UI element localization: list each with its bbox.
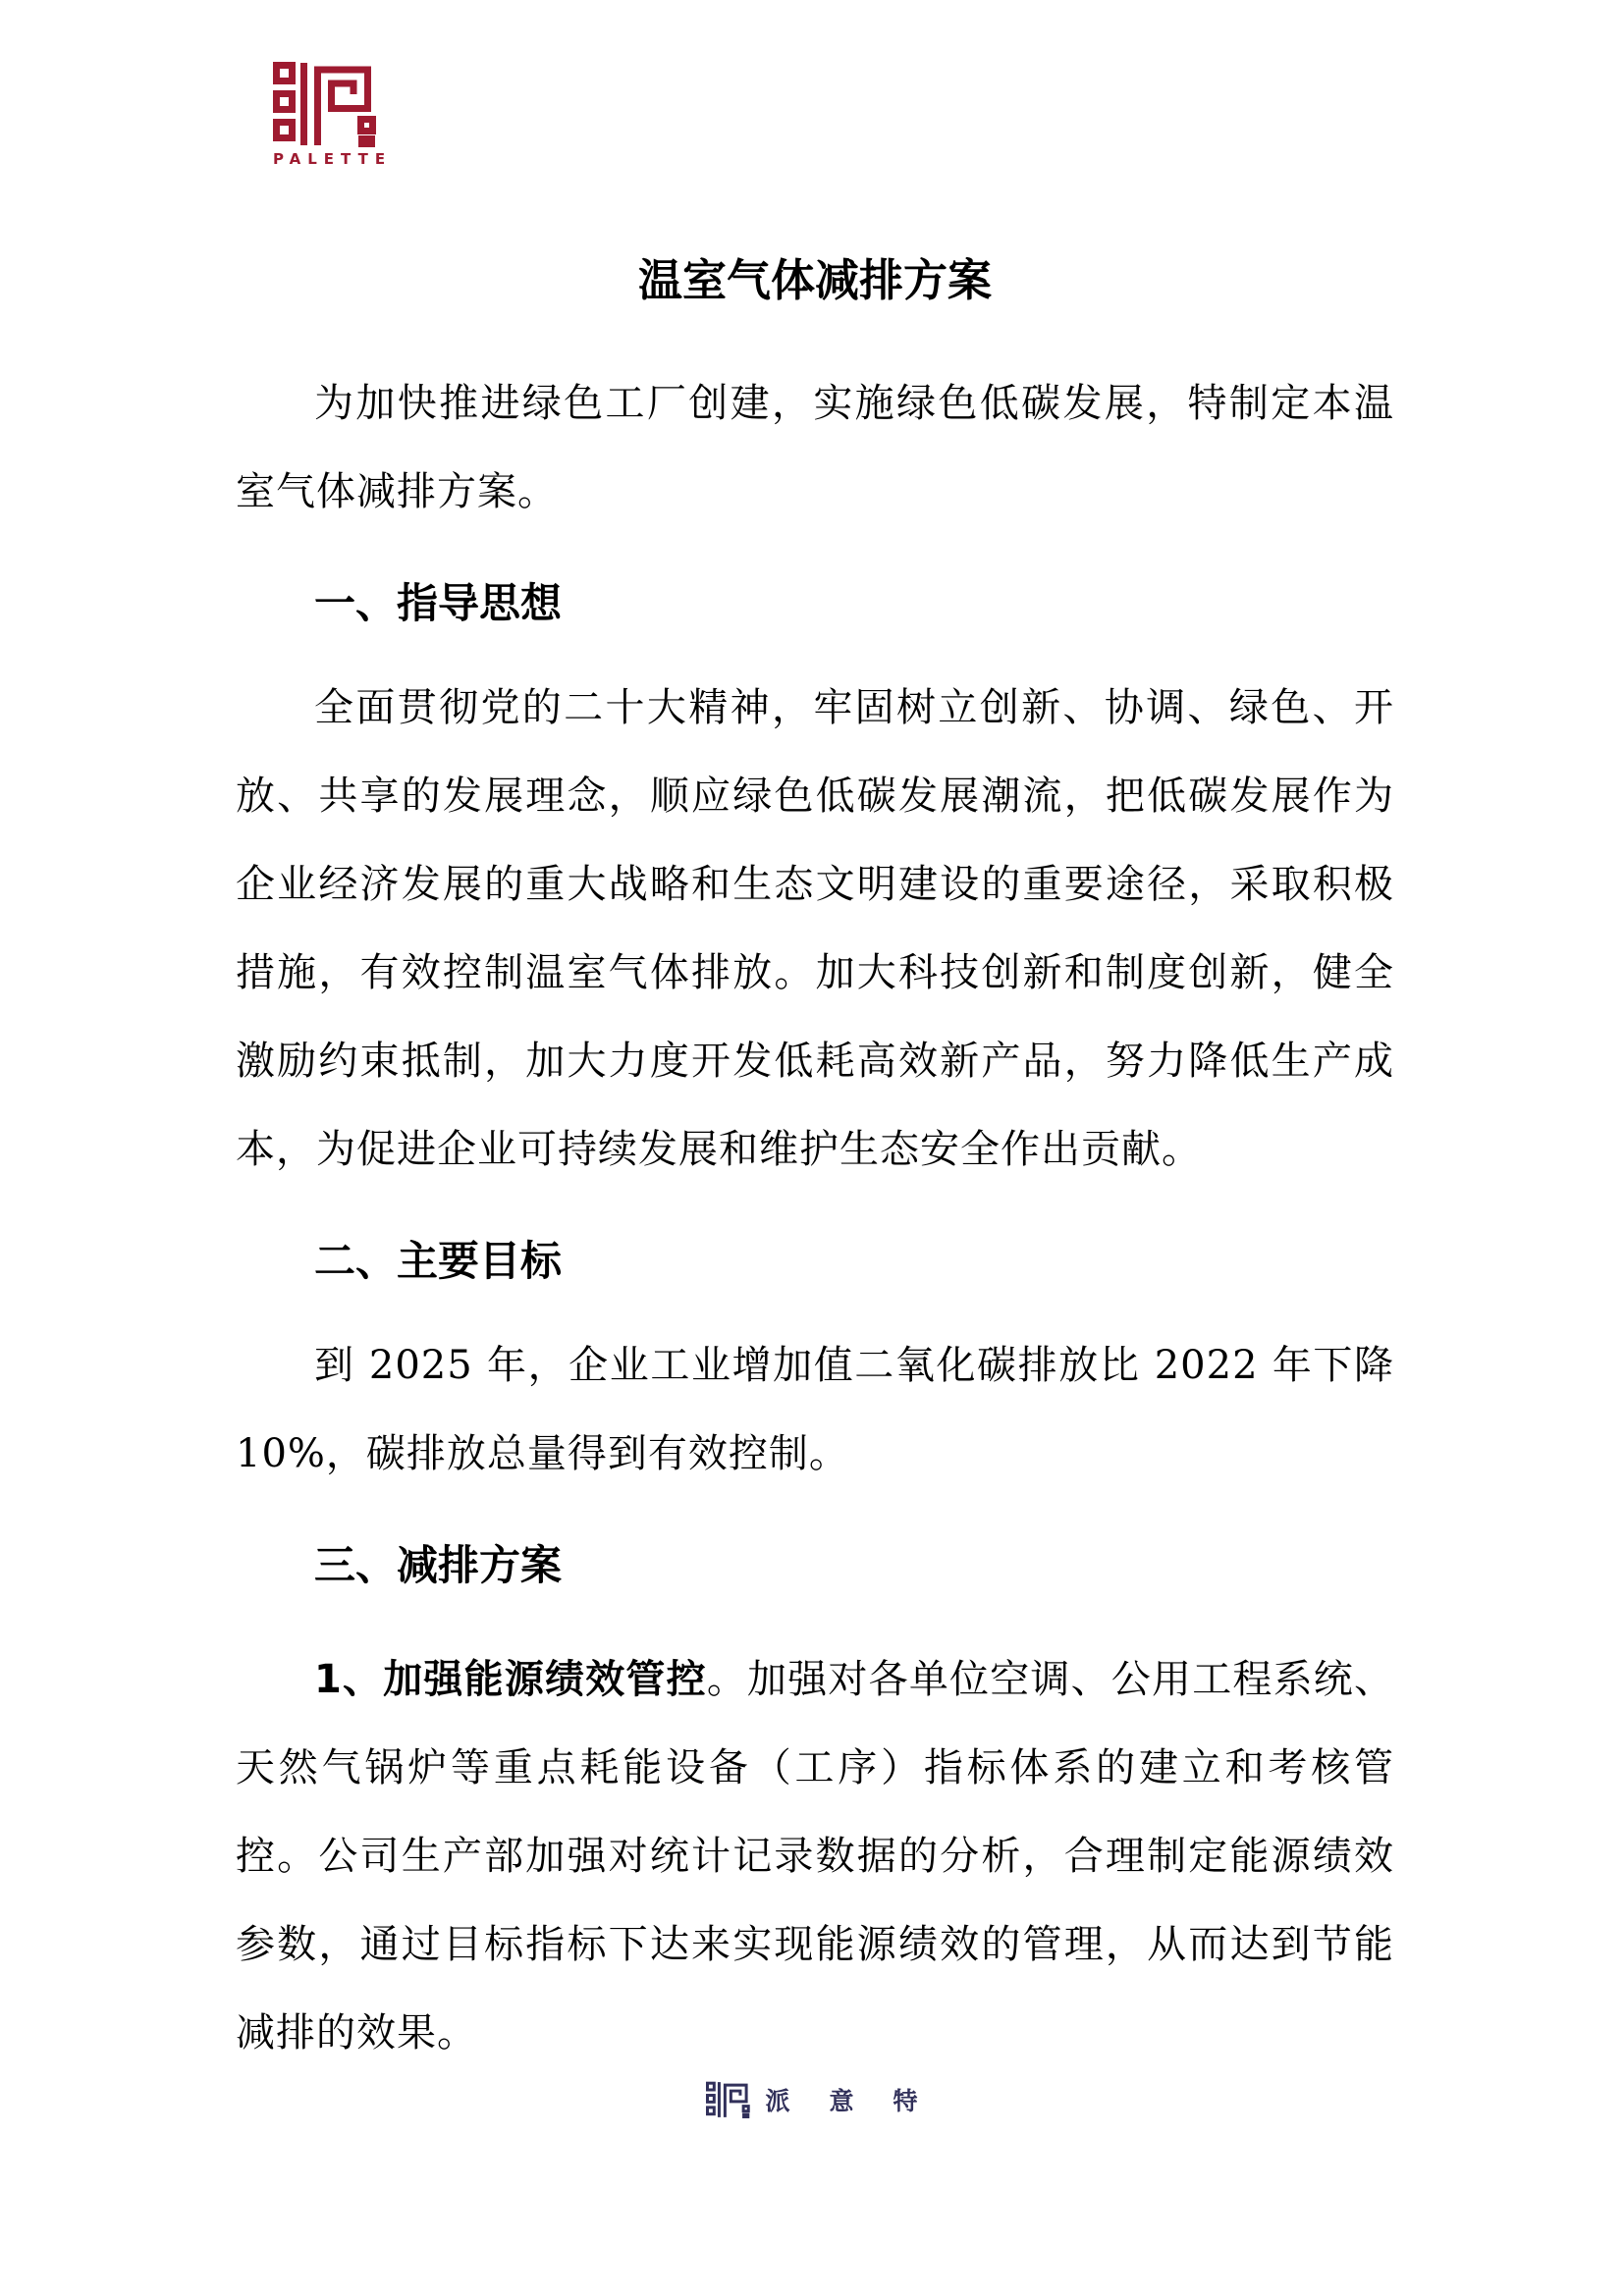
section-heading-2: 二、主要目标 (314, 1237, 563, 1285)
section-body-1: 全面贯彻党的二十大精神，牢固树立创新、协调、绿色、开放、共享的发展理念，顺应绿色低碳发展潮流，把低碳发展作为企业经济发展的重大战略和生态文明建设的重要途径，采取积极措施，有效控制温室气体排放。加大科技创新和制度创新，健全激励约束抵制，加大力度开发低耗高效新产品，努力降低生产成本，为促进企业可持续发展和维护生态安全作出贡献。 (236, 685, 1394, 1172)
section-heading-3: 三、减排方案 (314, 1541, 563, 1589)
section-body-3 (236, 1635, 1394, 2077)
document-content (236, 0, 1394, 2077)
footer-brand-name: 派意特 (765, 2087, 957, 2115)
intro-paragraph: 为加快推进绿色工厂创建，实施绿色低碳发展，特制定本温室气体减排方案。 (236, 381, 1394, 514)
section-body-2: 到 2025 年，企业工业增加值二氧化碳排放比 2022 年下降 10%，碳排放总量得到有效控制。 (236, 1343, 1394, 1476)
header-brand-name: PALETTE (273, 150, 393, 168)
paiyite-maze-logo-icon (706, 2081, 751, 2118)
footer-brand (0, 2081, 1624, 2118)
section-body-3-rest: 。加强对各单位空调、公用工程系统、天然气锅炉等重点耗能设备（工序）指标体系的建立和考核管控。公司生产部加强对统计记录数据的分析，合理制定能源绩效参数，通过目标指标下达来实现能源绩效的管理，从而达到节能减排的效果。 (236, 1657, 1395, 2056)
section-heading-1: 一、指导思想 (314, 579, 563, 627)
section-body-3-bold-lead: 1、加强能源绩效管控 (314, 1657, 707, 1702)
document-title: 温室气体减排方案 (637, 254, 992, 306)
